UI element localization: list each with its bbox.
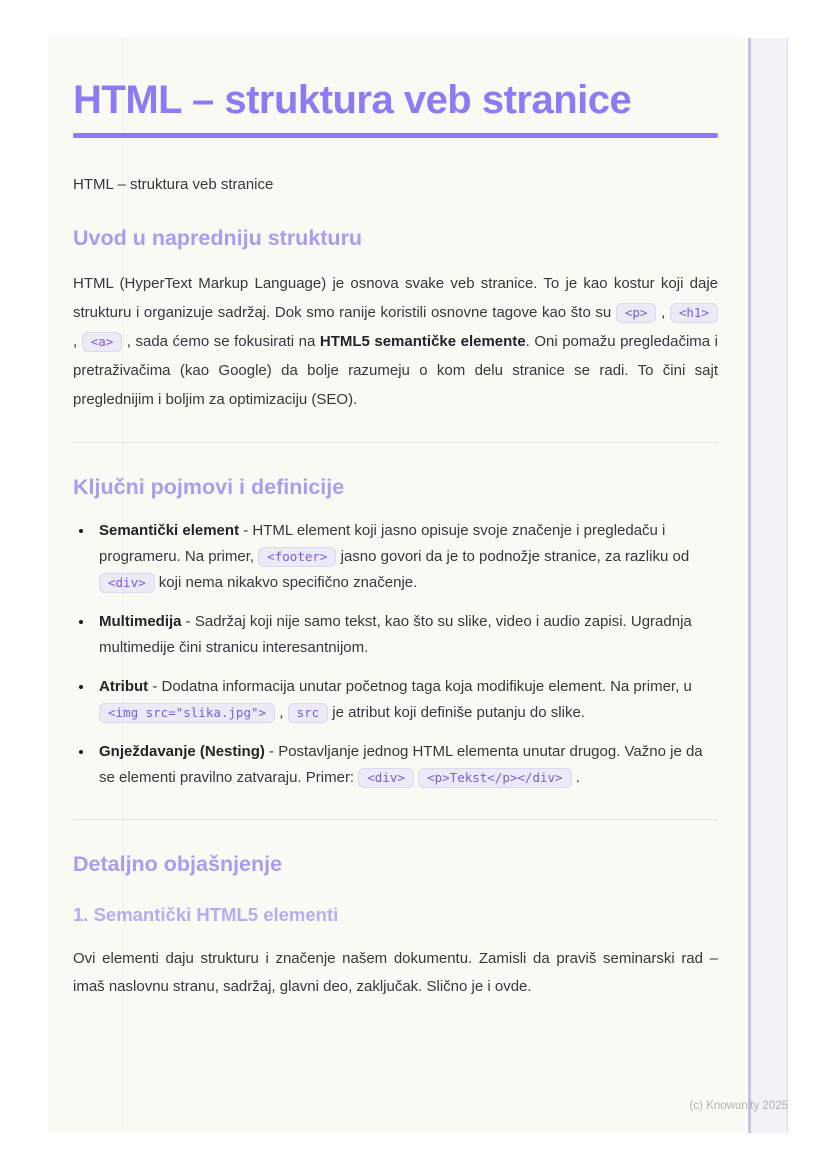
document-page [48,37,745,1132]
bold-text: Gnježdavanje (Nesting) [99,743,265,760]
inline-code-chip: src [288,703,329,723]
inline-code-chip: <a> [82,332,123,352]
inline-code-chip: <div> [99,573,155,593]
section-heading-uvod: Uvod u napredniju strukturu [73,226,363,250]
page-title: HTML – struktura veb stranice [73,78,632,122]
sub-heading-semanticki-html5: 1. Semantički HTML5 elementi [73,904,339,925]
title-underline [73,133,718,138]
divider [73,819,718,820]
list-item-multimedija: • Multimedija - Sadržaj koji nije samo tekst, kao što su slike, video i audio zapisi. Ugradnja multimedije čini stranicu interesantnijom. [94,609,718,661]
inline-code-chip: <img src="slika.jpg"> [99,703,275,723]
bold-text: Multimedija [99,613,182,630]
section-heading-detaljno: Detaljno objašnjenje [73,852,283,876]
inline-code-chip: <h1> [670,303,718,323]
watermark: (c) Knowunity 2025 [689,1100,788,1112]
divider [73,442,718,443]
inline-code-chip: <p> [616,303,657,323]
bold-text: HTML5 semantičke elemente [319,333,526,350]
intro-paragraph: HTML (HyperText Markup Language) je osnova svake veb stranice. To je kao kostur koji daje strukturu i organizuje sadržaj. Dok smo ranije koristili osnovne tagove kao što su <p> , <h1> , <a> , sada ćemo se fokusirati na HTML5 semantičke elemente. Oni pomažu pregledačima i pretraživačima (kao Google) da bolje razumeju o kom delu stranice se radi. To čini sajt preglednijim i boljim za optimizaciju (SEO). [73,275,718,408]
inline-code-chip: <div> [358,768,414,788]
intro-line: HTML – struktura veb stranice [73,176,274,193]
list-item-semanticki-element: • Semantički element - HTML element koji jasno opisuje svoje značenje i pregledaču i programeru. Na primer, <footer> jasno govori da je to podnožje stranice, za razliku od <div> koji nema nikakvo specifično značenje. [94,518,718,596]
inline-code-chip: <p>Tekst</p></div> [418,768,571,788]
list-item-atribut: • Atribut - Dodatna informacija unutar početnog taga koja modifikuje element. Na primer, u <img src="slika.jpg"> , src je atribut koji definiše putanju do slike. [94,674,718,726]
section-heading-pojmovi: Ključni pojmovi i definicije [73,475,345,499]
list-item-gnjezdavanje: • Gnježdavanje (Nesting) - Postavljanje jednog HTML elementa unutar drugog. Važno je da se elementi pravilno zatvaraju. Primer: <div> <p>Tekst</p></div> . [94,739,718,791]
page-fold-line [123,37,124,1132]
next-page-edge [748,38,788,1133]
bold-text: Atribut [99,678,149,695]
closing-paragraph: Ovi elementi daju strukturu i značenje našem dokumentu. Zamisli da praviš seminarski rad – imaš naslovnu stranu, sadržaj, glavni deo, zaključak. Slično je i ovde. [73,950,718,995]
bold-text: Semantički element [99,522,240,539]
inline-code-chip: <footer> [258,547,336,567]
term-list [73,518,718,791]
